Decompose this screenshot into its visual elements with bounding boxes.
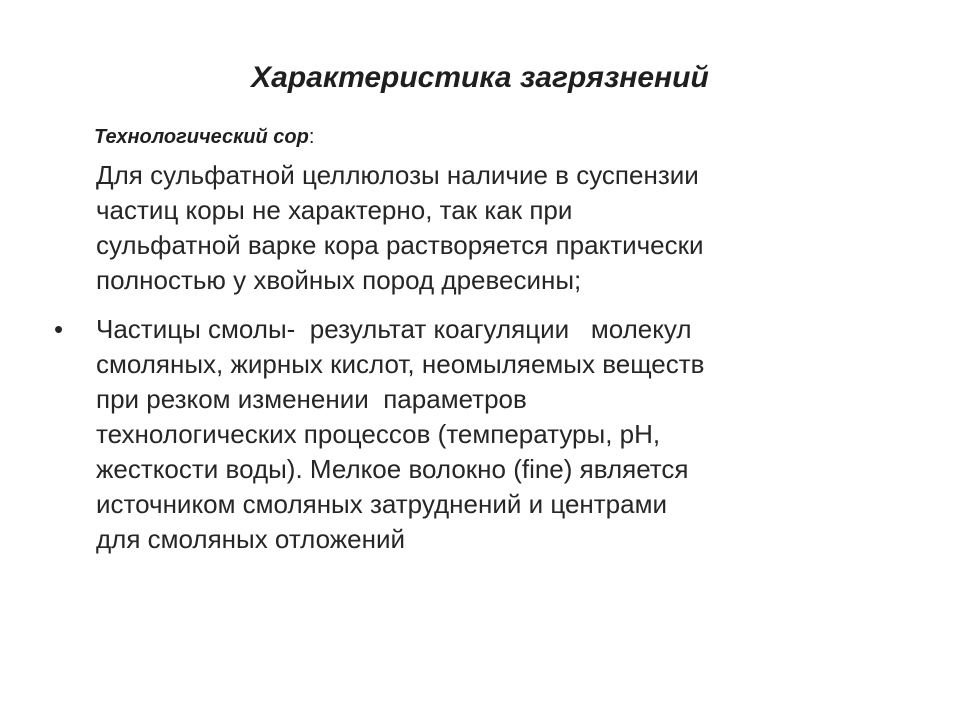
slide-title: Характеристика загрязнений (251, 61, 709, 94)
subheading-colon: : (308, 126, 315, 148)
bullet-marker: • (54, 314, 64, 344)
paragraph-sulfate-pulp: Для сульфатной целлюлозы наличие в суспензии частиц коры не характерно, так как при сульфатной варке кора растворяется практически полностью у хвойных пород древесины; (96, 160, 704, 295)
subheading (94, 122, 314, 152)
subheading-label: Технологический сор (94, 126, 309, 148)
paragraph-resin-particles: Частицы смолы- результат коагуляции молекул смоляных, жирных кислот, неомыляемых веществ при резком изменении параметров технологических процессов (температуры, pH, жесткости воды). Мелкое волокно (fine) является источником смоляных затруднений и центрами для смоляных отложений (96, 314, 705, 554)
